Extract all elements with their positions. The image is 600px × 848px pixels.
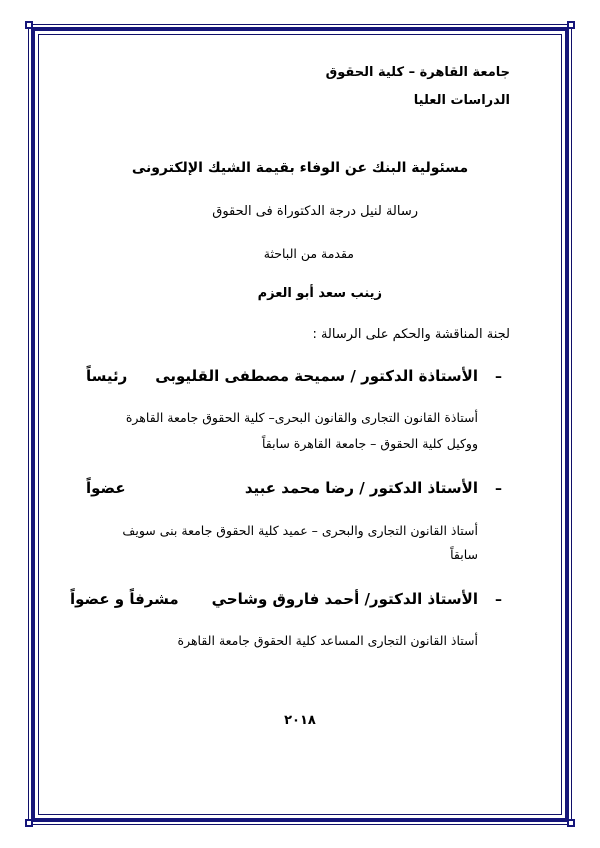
border-corner-bottom-left: [25, 819, 33, 827]
thesis-subtitle: رسالة لنيل درجة الدكتوراة فى الحقوق: [212, 204, 418, 219]
author-name: زينب سعد أبو العزم: [257, 286, 382, 301]
university-name: جامعة القاهرة – كلية الحقوق: [325, 65, 510, 80]
member-1-role: رئيساً: [86, 367, 128, 385]
member-2-desc-line-1: أستاذ القانون التجارى والبحرى – عميد كلية الحقوق جامعة بنى سويف: [122, 523, 478, 538]
member-1-desc-line-2: ووكيل كلية الحقوق – جامعة القاهرة سابقاً: [261, 436, 478, 451]
thesis-year: ٢٠١٨: [284, 713, 316, 728]
thesis-title: مسئولية البنك عن الوفاء بقيمة الشيك الإلكترونى: [131, 160, 469, 176]
border-corner-bottom-right: [567, 819, 575, 827]
member-2-role: عضواً: [86, 479, 126, 497]
member-2-name: الأستاذ الدكتور / رضا محمد عبيد: [244, 479, 478, 497]
member-2-desc-line-2: سابقاً: [450, 547, 478, 562]
member-1-desc-line-1: أستاذة القانون التجارى والقانون البحرى– كلية الحقوق جامعة القاهرة: [125, 410, 478, 425]
member-2-dash: –: [495, 481, 502, 497]
member-1-name: الأستاذة الدكتور / سميحة مصطفى القليوبى: [155, 367, 478, 385]
member-3-dash: –: [495, 592, 502, 608]
border-corner-top-right: [567, 21, 575, 29]
member-1-dash: –: [495, 369, 502, 385]
member-3-name: الأستاذ الدكتور/ أحمد فاروق وشاحي: [211, 590, 478, 608]
border-corner-top-left: [25, 21, 33, 29]
member-3-desc-line-1: أستاذ القانون التجارى المساعد كلية الحقوق جامعة القاهرة: [177, 633, 478, 648]
member-3-role: مشرفاً و عضواً: [70, 590, 179, 608]
committee-heading: لجنة المناقشة والحكم على الرسالة :: [312, 327, 510, 342]
presented-by: مقدمة من الباحثة: [263, 246, 354, 261]
department-name: الدراسات العليا: [413, 93, 510, 108]
